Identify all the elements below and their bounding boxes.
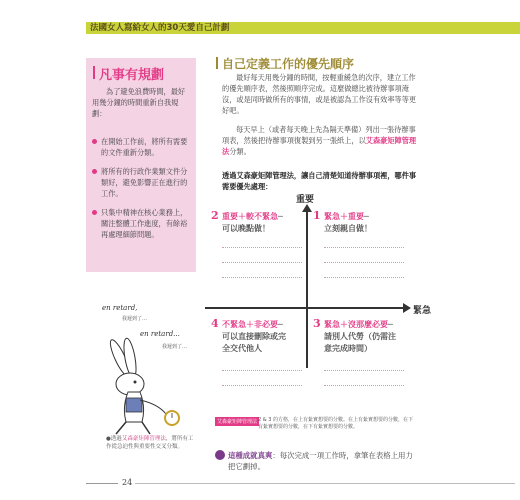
horizontal-axis [205,307,405,309]
book-title: 法國女人寫給女人的30天愛自己計劃 [90,23,230,33]
quadrant-number: 4 [211,317,219,330]
dotted-line [324,247,404,248]
sidebar-list [92,136,192,248]
sidebar-intro: 為了避免浪費時間，最好用幾分鐘的時間重新自我規劃： [92,87,186,118]
bullet-icon [92,169,97,174]
illustration-text: 我遲到了… [162,344,188,350]
sidebar-title: 凡事有規劃 [99,64,164,83]
illustration-text: 我遲到了… [122,316,148,322]
paragraph: 每天早上（或者每天晚上先為隔天準備）列出一張待辦事項表，然後把待辦事項復製到另一張紙上，以艾森豪矩陣管理法分類。 [222,125,417,156]
illustration-text: en retard, [102,304,138,312]
arrow-right-icon [403,303,411,313]
reward-text: 這種成就真爽：每次完成一項工作時，拿筆在表格上用力把它劃掉。 [228,451,413,471]
quadrant-2: 重要＋較不緊急─ 可以晚點做！ [222,212,283,233]
sidebar-note: ●透過艾森豪矩陣管理法，將所有工作從急迫性與重要性交叉分類。 [106,436,194,450]
page-header [0,0,520,38]
dotted-line [222,262,302,263]
quadrant-3: 緊急＋沒那麼必要─ 請別人代勞（仍需注 意完成時間） [324,320,396,353]
page-number: 24 [122,478,133,487]
dotted-line [222,277,302,278]
dotted-line [222,385,302,386]
quadrant-number: 3 [313,317,321,330]
method-label: 艾森豪矩陣管理法 [217,419,258,425]
illustration-text: en retard... [140,330,180,338]
quadrant-number: 2 [211,209,219,222]
axis-label-important: 重要 [296,195,315,205]
paragraph: 透過艾森豪矩陣管理法，讓自己清楚知道待辦事項裡，哪件事需要優先處理： [222,171,417,191]
axis-label-urgent: 緊急 [413,306,432,316]
section-title: 自己定義工作的優先順序 [222,57,355,71]
vertical-axis [306,208,308,368]
paragraph: 最好每天用幾分鐘的時間，按輕重緩急的次序，建立工作的優先順序表，然後照順序完成。這麼做總比被待辦事項淹沒，或是同時做所有的事情，或是被認為工作沒有效率等等更好吧。 [222,73,417,115]
dotted-line [324,385,404,386]
dotted-line [222,370,302,371]
rabbit-illustration [88,292,203,442]
checkmark-icon [215,450,225,460]
list-item: 在開始工作前，將所有需要的文件重新分類。 [92,136,192,158]
bullet-icon [92,139,97,144]
dotted-line [324,370,404,371]
quadrant-4: 不緊急＋非必要─ 可以直接刪除或完 全交代他人 [222,320,286,353]
quadrant-1: 緊急＋重要─ 立刻親自做！ [324,212,372,233]
method-instructions: 2 & 3 的方格，在上有紮實想要的分數。在上有紮實想要的分數，在下有紮實想要的分數，在下有紮實想要的分數。 [258,417,414,430]
dotted-line [222,247,302,248]
footer-line [86,483,118,484]
list-item: 只集中精神在核心業務上，關注整體工作進度，有餘裕再處理細節問題。 [92,207,192,240]
footer-line [135,483,515,484]
dotted-line [324,262,404,263]
quadrant-number: 1 [313,209,321,222]
dotted-line [324,277,404,278]
list-item: 將所有的行政作業類文件分類好，避免影響正在進行的工作。 [92,166,192,199]
bullet-icon [92,210,97,215]
